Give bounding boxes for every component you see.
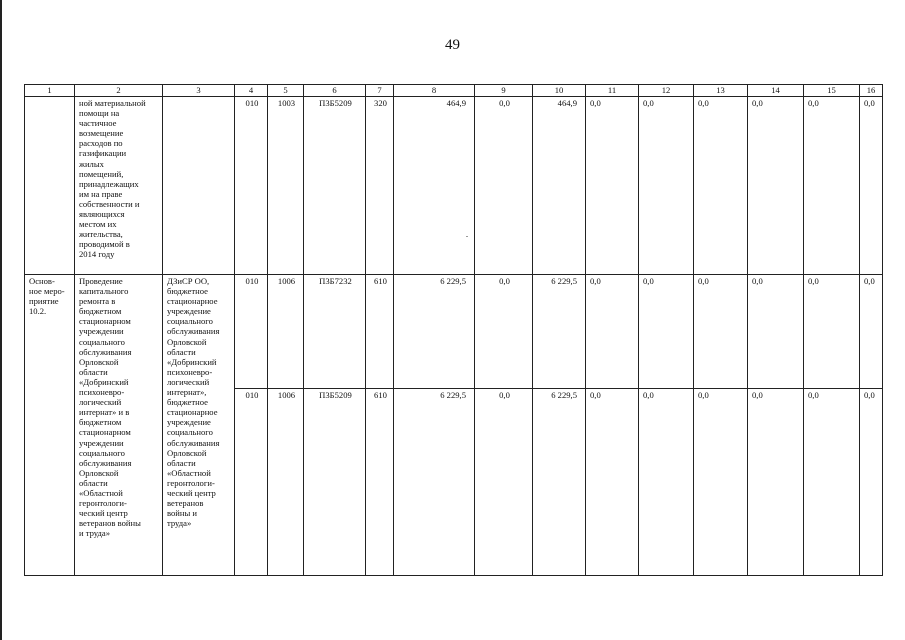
value-cell: 0,0 <box>860 97 883 275</box>
header-cell: 5 <box>268 85 304 97</box>
header-cell: 9 <box>475 85 533 97</box>
section-cell: 1006 <box>268 389 304 576</box>
header-cell: 6 <box>304 85 366 97</box>
section-cell: 1003 <box>268 97 304 275</box>
table-row <box>25 97 883 275</box>
value-cell: 0,0 <box>639 275 694 389</box>
table-row <box>25 275 883 389</box>
page-number: 49 <box>445 37 460 53</box>
measure-name-cell: Проведение капитального ремонта в бюджетном стационарном учреждении социального обслуживания Орловской области «Добринский психоневро- логический интернат» и в бюджетном стационарном учреждении социального обслуживания Орловской области «Областной геронтологи- ческий центр ветеранов войны и труда» <box>75 275 163 576</box>
value-cell: 464,9 <box>394 97 475 275</box>
value-cell: 0,0 <box>860 389 883 576</box>
grbs-cell: 010 <box>235 275 268 389</box>
header-cell: 14 <box>748 85 804 97</box>
target-code-cell: П3Б5209 <box>304 97 366 275</box>
value-cell: 6 229,5 <box>394 389 475 576</box>
executor-cell <box>163 97 235 275</box>
header-row <box>25 85 883 97</box>
value-cell: 0,0 <box>694 389 748 576</box>
grbs-cell: 010 <box>235 389 268 576</box>
header-cell: 8 <box>394 85 475 97</box>
header-cell: 15 <box>804 85 860 97</box>
value-cell: 0,0 <box>586 275 639 389</box>
value-cell: 6 229,5 <box>533 389 586 576</box>
header-cell: 16 <box>860 85 883 97</box>
value-cell: 0,0 <box>694 97 748 275</box>
value-cell: 6 229,5 <box>394 275 475 389</box>
value-cell: 464,9 <box>533 97 586 275</box>
value-cell: 0,0 <box>639 97 694 275</box>
value-cell: 0,0 <box>475 275 533 389</box>
value-cell: 0,0 <box>804 97 860 275</box>
event-cell <box>25 97 75 275</box>
value-cell: 0,0 <box>639 389 694 576</box>
header-cell: 3 <box>163 85 235 97</box>
value-cell: 0,0 <box>748 275 804 389</box>
value-cell: 0,0 <box>860 275 883 389</box>
header-cell: 7 <box>366 85 394 97</box>
header-cell: 13 <box>694 85 748 97</box>
target-code-cell: П3Б5209 <box>304 389 366 576</box>
value-cell: 0,0 <box>804 389 860 576</box>
executor-cell: ДЗиСР ОО, бюджетное стационарное учреждение социального обслуживания Орловской области «Добринский психоневро- логический интернат», бюджетное стационарное учреждение социального обслуживания Орловской области «Областной геронтологи- ческий центр ветеранов войны и труда» <box>163 275 235 576</box>
header-cell: 11 <box>586 85 639 97</box>
value-cell: 6 229,5 <box>533 275 586 389</box>
grbs-cell: 010 <box>235 97 268 275</box>
expense-type-cell: 610 <box>366 275 394 389</box>
header-cell: 12 <box>639 85 694 97</box>
value-cell: 0,0 <box>586 97 639 275</box>
expense-type-cell: 320 <box>366 97 394 275</box>
event-cell: Основ- ное меро- приятие 10.2. <box>25 275 75 576</box>
value-cell: 0,0 <box>694 275 748 389</box>
target-code-cell: П3Б7232 <box>304 275 366 389</box>
left-margin-bar <box>0 0 2 640</box>
header-cell: 10 <box>533 85 586 97</box>
expense-type-cell: 610 <box>366 389 394 576</box>
section-cell: 1006 <box>268 275 304 389</box>
value-cell: 0,0 <box>748 97 804 275</box>
header-cell: 1 <box>25 85 75 97</box>
budget-table <box>24 84 883 576</box>
header-cell: 4 <box>235 85 268 97</box>
header-cell: 2 <box>75 85 163 97</box>
measure-name-cell: ной материальной помощи на частичное возмещение расходов по газификации жилых помещений, принадлежащих им на праве собственности и являющихся местом их жительства, проводимой в 2014 году <box>75 97 163 275</box>
value-cell: 0,0 <box>804 275 860 389</box>
value-cell: 0,0 <box>475 389 533 576</box>
value-cell: 0,0 <box>475 97 533 275</box>
value-cell: 0,0 <box>586 389 639 576</box>
value-cell: 0,0 <box>748 389 804 576</box>
